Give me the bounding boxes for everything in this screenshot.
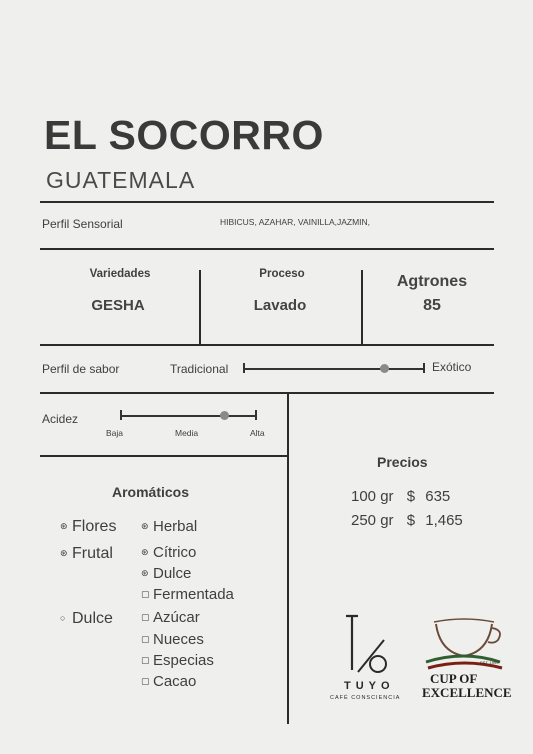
price-amount: 635 (425, 488, 451, 505)
variedades-value: GESHA (91, 297, 145, 314)
acidez-high-label: Alta (250, 428, 265, 438)
divider-sensorial (40, 248, 494, 250)
agtrones-value: 85 (423, 297, 441, 314)
price-size: 100 gr (351, 488, 394, 505)
perfil-sabor-right-label: Exótico (432, 360, 472, 374)
tuyo-logo-mark-icon (330, 612, 410, 674)
price-row-100 (351, 488, 450, 505)
note-cacao: ▢ Cacao (141, 673, 197, 690)
price-size: 250 gr (351, 512, 394, 529)
perfil-sabor-track (244, 368, 424, 370)
divider-spec-2 (361, 270, 363, 344)
note-nueces: ▢ Nueces (141, 631, 204, 648)
category-flores: ⊛ Flores (60, 518, 117, 535)
coe-line1: CUP OF (430, 671, 478, 686)
acidez-cap-right (255, 410, 257, 420)
category-dulce-mark: ○ (60, 613, 66, 623)
note-azucar: ▢ Azúcar (141, 609, 200, 626)
note-citrico: ⊛ Cítrico (141, 544, 197, 561)
precios-title: Precios (377, 454, 428, 470)
coe-small-text: EST. 1999 (480, 660, 499, 665)
category-frutal-mark: ⊛ (60, 548, 68, 558)
divider-specs (40, 344, 494, 346)
price-amount: 1,465 (425, 512, 463, 529)
acidez-track (121, 415, 256, 417)
divider-spec-1 (199, 270, 201, 344)
perfil-sabor-knob (380, 364, 389, 373)
note-dulce: ⊛ Dulce (141, 565, 192, 582)
tuyo-tagline: CAFÉ CONSCIENCIA (330, 695, 401, 701)
agtrones-label: Agtrones (396, 273, 468, 290)
coffee-cup-icon (420, 616, 510, 676)
proceso-value: Lavado (253, 297, 307, 314)
category-frutal: ⊛ Frutal (60, 545, 113, 562)
acidez-knob (220, 411, 229, 420)
origin-country: GUATEMALA (46, 167, 196, 193)
price-currency: $ (406, 512, 416, 529)
perfil-sensorial-value: HIBICUS, AZAHAR, VAINILLA,JAZMIN, (220, 217, 371, 227)
variedades-label: Variedades (89, 268, 151, 280)
acidez-low-label: Baja (106, 428, 124, 438)
price-row-250 (351, 512, 463, 529)
perfil-sensorial-label: Perfil Sensorial (42, 217, 123, 231)
note-especias: ▢ Especias (141, 652, 214, 669)
perfil-sabor-left-label: Tradicional (170, 362, 229, 376)
divider-main-column (287, 392, 289, 724)
product-title: EL SOCORRO (44, 112, 324, 158)
perfil-sabor-cap-right (423, 363, 425, 373)
acidez-cap-left (120, 410, 122, 420)
cup-of-excellence-logo (420, 616, 510, 706)
note-fermentada: ▢ Fermentada (141, 586, 234, 603)
note-herbal: ⊛ Herbal (141, 518, 198, 535)
category-flores-mark: ⊛ (60, 521, 68, 531)
tuyo-wordmark: TUYO (344, 680, 395, 692)
coe-line2: EXCELLENCE (422, 685, 512, 700)
proceso-label: Proceso (259, 268, 305, 280)
divider-top (40, 201, 494, 203)
price-currency: $ (406, 488, 416, 505)
divider-sabor (40, 392, 494, 394)
category-dulce: ○ Dulce (60, 610, 113, 627)
tuyo-logo (330, 612, 410, 704)
acidez-mid-label: Media (175, 428, 199, 438)
perfil-sabor-cap-left (243, 363, 245, 373)
divider-acidez (40, 455, 289, 457)
acidez-label: Acidez (42, 412, 79, 426)
aromaticos-title: Aromáticos (112, 484, 190, 500)
perfil-sabor-label: Perfil de sabor (42, 362, 120, 376)
